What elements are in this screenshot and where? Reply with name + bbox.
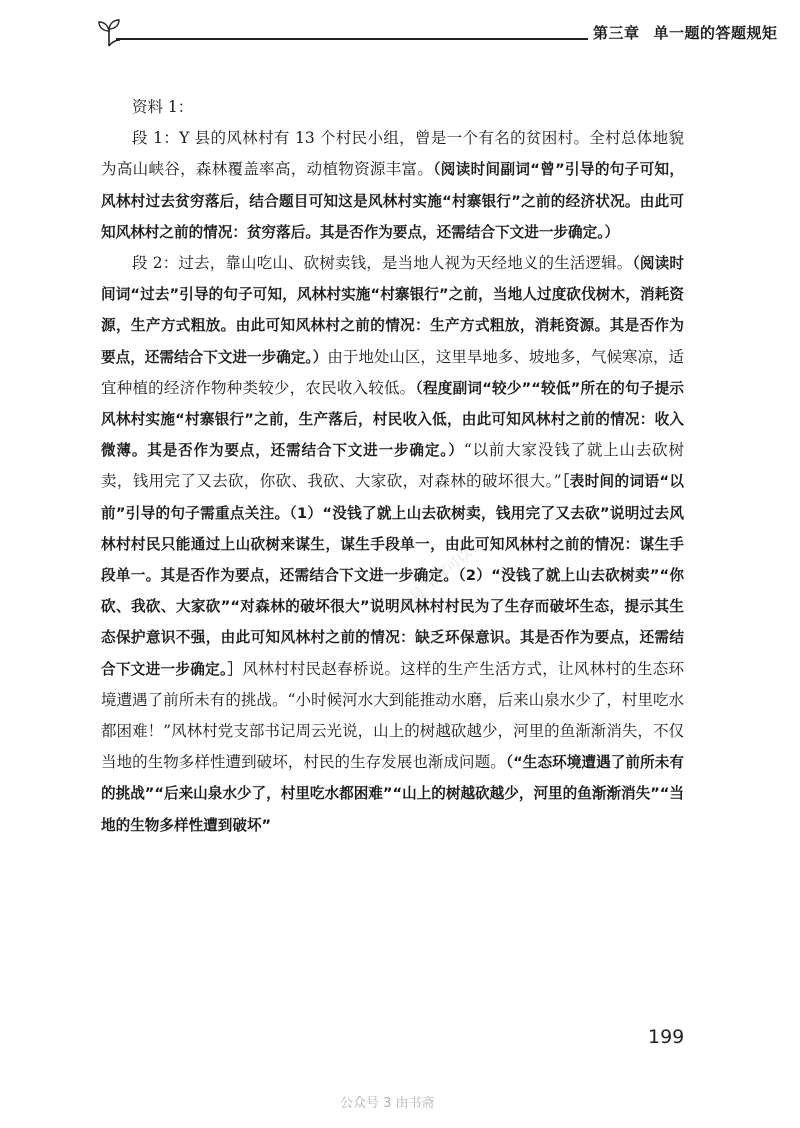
chapter-number: 第三章 <box>593 24 640 42</box>
watermark: 众号 书库可以看 <box>396 536 486 615</box>
annotation-text: ［表时间的词语“以前”引导的句子需重点关注。（1）“没钱了就上山去砍树卖，钱用完了又去砍”说明过去风林村村民只能通过上山砍树来谋生，谋生手段单一，由此可知风林村之前的情况：谋生手段单一。其是否作为要点，还需结合下文进一步确定。（2）“没钱了就上山去砍树卖”“你砍、我砍、大家砍”“对森林的破坏很大”说明风林村村民为了生存而破坏生态，提示其生态保护意识不强，由此可知风林村之前的情况：缺乏环保意识。其是否作为要点，还需结合下文进一步确定。］ <box>101 473 684 678</box>
paragraph-2 <box>101 248 684 841</box>
main-text <box>101 92 684 841</box>
annotation-text: （阅读时间副词“曾”引导的句子可知，风林村过去贫穷落后，结合题目可知这是风林村实施“村寨银行”之前的经济状况。由此可知风林村之前的情况：贫穷落后。其是否作为要点，还需结合下文进一步确定。） <box>101 161 684 241</box>
paragraph-1 <box>101 123 684 248</box>
source-text: 由于地处山区，这里旱地多、坡地多，气候寒凉，适宜种植的经济作物种类较少，农民收入较低。 <box>101 347 684 397</box>
annotation-text: （“生态环境遭遇了前所未有的挑战”“后来山泉水少了，村里吃水都困难”“山上的树越砍越少，河里的鱼渐渐消失”“当地的生物多样性遭到破坏” <box>101 754 684 834</box>
source-text: 段 1：Y 县的风林村有 13 个村民小组，曾是一个有名的贫困村。全村总体地貌为高山峡谷，森林覆盖率高，动植物资源丰富。 <box>101 129 684 179</box>
source-text: 段 2：过去，靠山吃山、砍树卖钱，是当地人视为天经地义的生活逻辑。 <box>132 254 633 273</box>
page-number: 199 <box>648 1026 685 1048</box>
footer-watermark: 公众号 3 由书斋 <box>340 1096 435 1111</box>
material-label: 资料 1： <box>132 98 194 116</box>
source-text: 风林村村民赵春桥说。这样的生产生活方式，让风林村的生态环境遭遇了前所未有的挑战。“小时候河水大到能推动水磨，后来山泉水少了，村里吃水都困难！”风林村党支部书记周云光说，山上的树越砍越少，河里的鱼渐渐消失，不仅当地的生物多样性遭到破坏，村民的生存发展也渐成问题。 <box>101 659 684 772</box>
sprout-icon <box>96 18 122 48</box>
source-text: “以前大家没钱了就上山去砍树卖，钱用完了又去砍，你砍、我砍、大家砍，对森林的破坏很大。” <box>101 441 684 491</box>
header-rule <box>116 38 588 40</box>
chapter-heading <box>593 22 778 43</box>
annotation-text: （阅读时间词“过去”引导的句子可知，风林村实施“村寨银行”之前，当地人过度砍伐树木，消耗资源，生产方式粗放。由此可知风林村之前的情况：生产方式粗放，消耗资源。其是否作为要点，还需结合下文进一步确定。） <box>101 255 684 366</box>
annotation-text: （程度副词“较少”“较低”所在的句子提示风林村实施“村寨银行”之前，生产落后，村民收入低，由此可知风林村之前的情况：收入微薄。其是否作为要点，还需结合下文进一步确定。） <box>101 379 684 460</box>
chapter-title: 单一题的答题规矩 <box>653 24 778 42</box>
page-header <box>96 18 778 48</box>
